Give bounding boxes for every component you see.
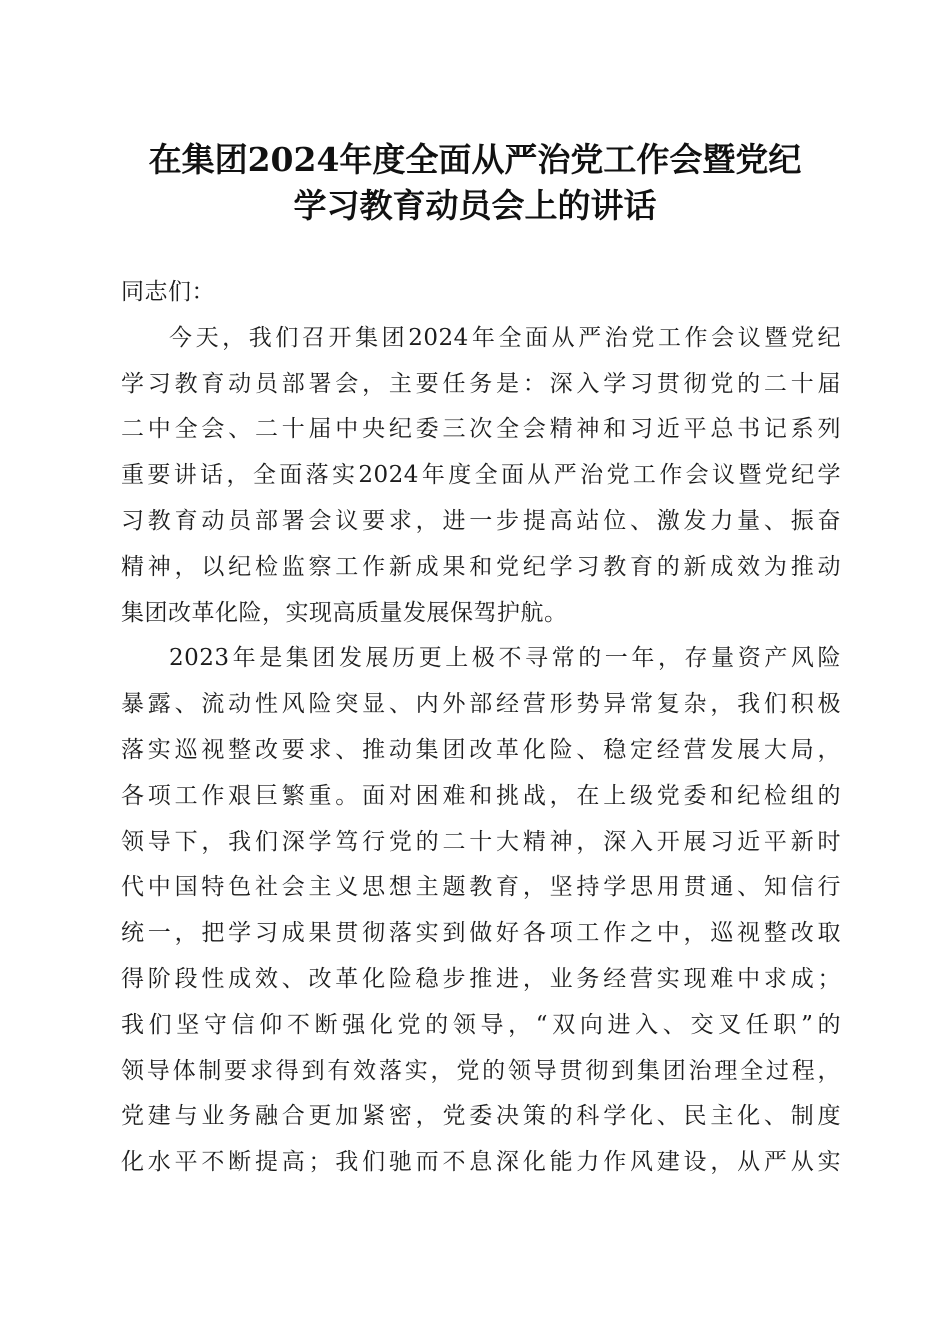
paragraph-2-line: 暴露、流动性风险突显、内外部经营形势异常复杂，我们积极 <box>121 691 841 718</box>
paragraph-2-line: 各项工作艰巨繁重。面对困难和挑战，在上级党委和纪检组的 <box>121 782 841 809</box>
salutation: 同志们： <box>121 279 215 305</box>
paragraph-1-line: 重要讲话，全面落实2024年度全面从严治党工作会议暨党纪学 <box>121 462 841 489</box>
paragraph-1-line: 习教育动员部署会议要求，进一步提高站位、激发力量、振奋 <box>121 507 841 534</box>
document-title-line-1: 在集团2024年度全面从严治党工作会暨党纪 <box>148 140 802 179</box>
paragraph-2-line: 落实巡视整改要求、推动集团改革化险、稳定经营发展大局， <box>121 736 841 763</box>
paragraph-1-line: 集团改革化险，实现高质量发展保驾护航。 <box>121 599 568 626</box>
paragraph-1-line: 精神，以纪检监察工作新成果和党纪学习教育的新成效为推动 <box>121 553 841 580</box>
paragraph-2-line: 领导体制要求得到有效落实，党的领导贯彻到集团治理全过程， <box>121 1057 841 1084</box>
paragraph-2-line: 代中国特色社会主义思想主题教育，坚持学思用贯通、知信行 <box>121 874 841 901</box>
paragraph-2-line: 我们坚守信仰不断强化党的领导，“双向进入、交叉任职”的 <box>121 1011 841 1038</box>
document-body <box>121 270 841 1186</box>
paragraph-1-line: 二中全会、二十届中央纪委三次全会精神和习近平总书记系列 <box>121 416 841 443</box>
paragraph-2-line: 化水平不断提高；我们驰而不息深化能力作风建设，从严从实 <box>121 1149 841 1176</box>
paragraph-2-line: 领导下，我们深学笃行党的二十大精神，深入开展习近平新时 <box>121 828 841 855</box>
paragraph-2-line: 得阶段性成效、改革化险稳步推进，业务经营实现难中求成； <box>121 965 841 992</box>
paragraph-1-line: 学习教育动员部署会，主要任务是：深入学习贯彻党的二十届 <box>121 370 841 397</box>
paragraph-2-line: 党建与业务融合更加紧密，党委决策的科学化、民主化、制度 <box>121 1103 841 1130</box>
paragraph-2-line: 2023年是集团发展历更上极不寻常的一年，存量资产风险 <box>169 645 841 672</box>
paragraph-1-line: 今天，我们召开集团2024年全面从严治党工作会议暨党纪 <box>169 324 841 351</box>
document-title-line-2: 学习教育动员会上的讲话 <box>293 186 657 225</box>
paragraph-2-line: 统一，把学习成果贯彻落实到做好各项工作之中，巡视整改取 <box>121 920 841 947</box>
